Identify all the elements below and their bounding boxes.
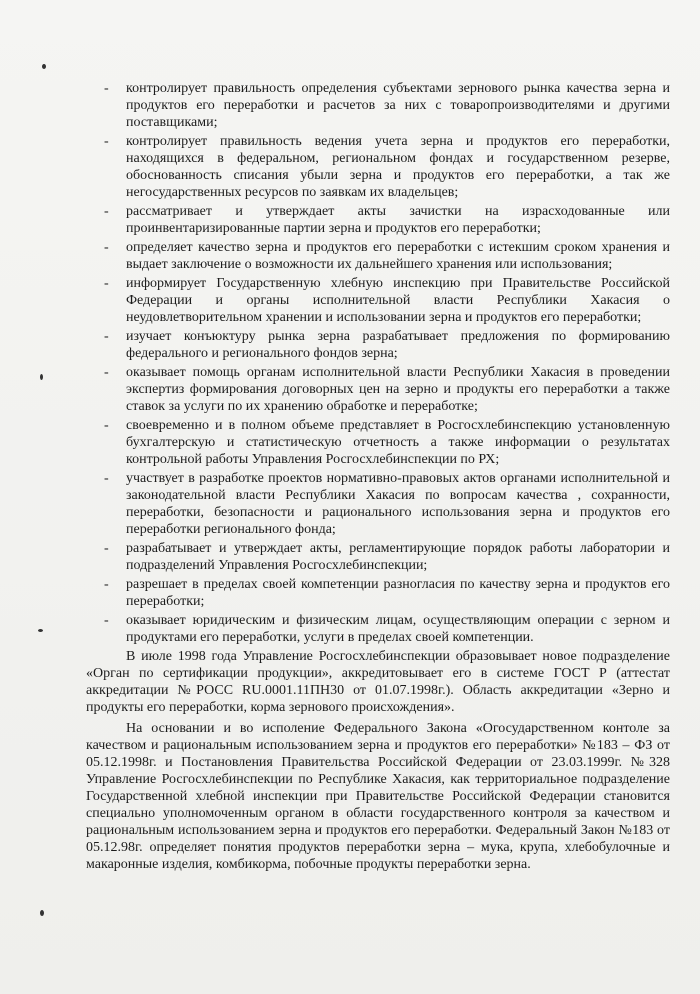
bullet-dash: - [104,81,109,96]
list-item-text: рассматривает и утверждает акты зачистки на израсходованные или проинвентаризированные партии зерна и продуктов его переработки; [126,204,670,236]
list-item-text: участвует в разработке проектов нормативно-правовых актов органами исполнительной и законодательной власти Республики Хакасия по вопросам качества , сохранности, переработки, безопасности и рационального использования зерна и продуктов его переработки регионального фонда; [126,471,670,537]
list-item [86,470,670,538]
scan-speck [38,629,43,632]
list-item [86,275,670,326]
bullet-dash: - [104,418,109,433]
bullet-dash: - [104,365,109,380]
bullet-dash: - [104,329,109,344]
list-item-text: информирует Государственную хлебную инспекцию при Правительстве Российской Федерации и органы исполнительной власти Республики Хакасия о неудовлетворительном хранении и использовании зерна и продуктов его переработки; [126,276,670,325]
scan-speck [40,374,43,380]
scan-speck [40,910,44,916]
list-item-text: разрешает в пределах своей компетенции разногласия по качеству зерна и продуктов его переработки; [126,577,670,609]
bullet-dash: - [104,577,109,592]
list-item [86,203,670,237]
list-item [86,133,670,201]
bullet-dash: - [104,471,109,486]
body-paragraph: В июле 1998 года Управление Росгосхлебинспекции образовывает новое подразделение «Орган по сертификации продукции», аккредитовывает его в системе ГОСТ Р (аттестат аккредитации №РОСС RU.0001.11ПН30 от 01.07.1998г.). Область аккредитации «Зерно и продукты его переработки, корма зернового происхождения». [86,649,670,715]
duties-list [86,80,670,646]
bullet-dash: - [104,204,109,219]
document-body [86,80,670,877]
bullet-dash: - [104,134,109,149]
list-item-text: определяет качество зерна и продуктов его переработки с истекшим сроком хранения и выдает заключение о возможности их дальнейшего хранения или использования; [126,240,670,272]
list-item-text: разрабатывает и утверждает акты, регламентирующие порядок работы лаборатории и подразделений Управления Росгосхлебинспекции; [126,541,670,573]
list-item [86,328,670,362]
list-item [86,364,670,415]
list-item-text: изучает конъюктуру рынка зерна разрабатывает предложения по формированию федерального и регионального фондов зерна; [126,329,670,361]
list-item [86,612,670,646]
paragraphs [86,648,670,873]
list-item [86,80,670,131]
list-item-text: контролирует правильность определения субъектами зернового рынка качества зерна и продуктов его переработки и расчетов за них с товаропроизводителями и другими поставщиками; [126,81,670,130]
bullet-dash: - [104,276,109,291]
list-item-text: оказывает помощь органам исполнительной власти Республики Хакасия в проведении экспертиз формирования договорных цен на зерно и продукты его переработки а также ставок за услуги по их хранению обработке и переработке; [126,365,670,414]
list-item-text: своевременно и в полном объеме представляет в Росгосхлебинспекцию установленную бухгалтерскую и статистическую отчетность а также информации о результатах контрольной работы Управления Росгосхлебинспекции по РХ; [126,418,670,467]
list-item [86,417,670,468]
list-item [86,239,670,273]
list-item [86,576,670,610]
bullet-dash: - [104,613,109,628]
scan-speck [42,64,46,69]
list-item-text: оказывает юридическим и физическим лицам, осуществляющим операции с зерном и продуктами его переработки, услуги в пределах своей компетенции. [126,613,670,645]
bullet-dash: - [104,240,109,255]
body-paragraph: На основании и во исполение Федерального Закона «Огосударственном контоле за качеством и рациональным использованием зерна и продуктов его переработки» №183 – ФЗ от 05.12.1998г. и Постановления Правительства Российской Федерации от 23.03.1999г. №328 Управление Росгосхлебинспекции по Республике Хакасия, как территориальное подразделение Государственной хлебной инспекции при Правительстве Российской Федерации становится специально уполномоченным органом в области государственного контроля за качеством и рациональным использованием зерна и продуктов его переработки. Федеральный Закон №183 от 05.12.98г. определяет понятия продуктов переработки зерна – мука, крупа, хлебобулочные и макаронные изделия, комбикорма, побочные продукты переработки зерна. [86,721,670,872]
bullet-dash: - [104,541,109,556]
list-item [86,540,670,574]
list-item-text: контролирует правильность ведения учета зерна и продуктов его переработки, находящихся в федеральном, региональном фондах и государственном резерве, обоснованность списания убыли зерна и продуктов его переработки, а так же негосударственных ресурсов по заявкам их владельцев; [126,134,670,200]
